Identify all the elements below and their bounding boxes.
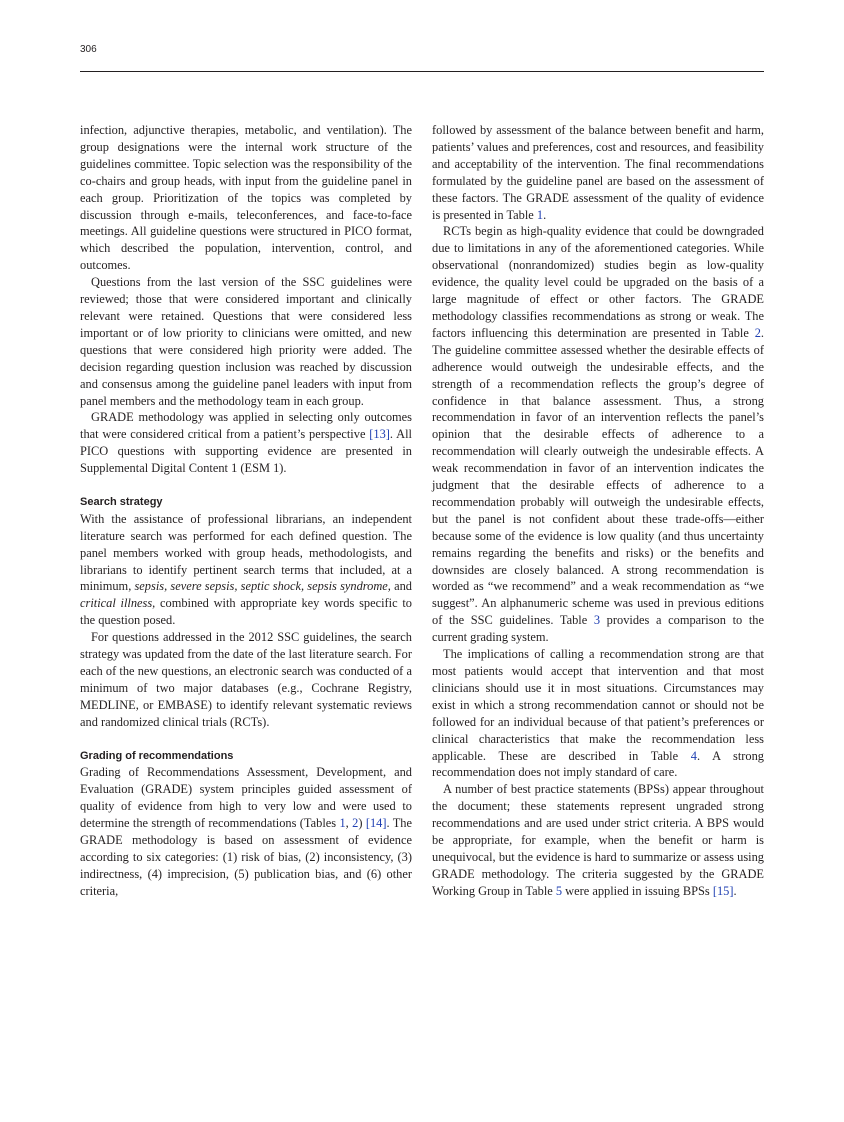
- text-segment: and: [390, 579, 412, 594]
- text-segment: combined with appropriate key words specific to the question posed.: [80, 596, 412, 628]
- header-rule: [80, 71, 764, 72]
- paragraph-grade-system: [80, 764, 412, 899]
- search-term-italic: critical illness,: [80, 596, 156, 611]
- right-column: [432, 122, 764, 900]
- table-link[interactable]: 2: [352, 816, 359, 831]
- text-segment: provides a comparison to the current grading system.: [432, 613, 764, 645]
- table-link[interactable]: 4: [690, 748, 697, 763]
- text-segment: .: [733, 883, 737, 898]
- table-link[interactable]: 2: [754, 325, 761, 340]
- section-heading-search-strategy: Search strategy: [80, 495, 163, 508]
- paragraph-search-terms: [80, 511, 412, 629]
- text-segment: .: [543, 207, 547, 222]
- paragraph-rct-quality: [432, 223, 764, 646]
- citation-link[interactable]: [14]: [365, 816, 387, 831]
- text-segment: GRADE methodology was applied in selecting only outcomes that were considered critical from a patient’s perspective: [80, 410, 412, 442]
- citation-link[interactable]: [15]: [712, 883, 734, 898]
- table-link[interactable]: 1: [339, 816, 346, 831]
- paragraph-questions-review: Questions from the last version of the SSC guidelines were reviewed; those that were considered important and clinically relevant were retained. Questions that were considered less important or of low priority to clinicians were omitted, and new questions that were considered high priority were added. The decision regarding question inclusion was reached by discussion and consensus among the guideline panel leaders with input from panel members and the methodology team in each group.: [80, 275, 412, 408]
- text-segment: followed by assessment of the balance between benefit and harm, patients’ values and preferences, cost and resources, and feasibility and acceptability of the intervention. The final recommendations formulated by the guideline panel are based on the assessment of these factors. The GRADE assessment of the quality of evidence is presented in Table: [432, 123, 764, 222]
- search-terms-italic: sepsis, severe sepsis, septic shock, sepsis syndrome,: [134, 579, 391, 594]
- text-segment: . A strong recommendation does not imply standard of care.: [432, 748, 764, 780]
- text-segment: Grading of Recommendations Assessment, Development, and Evaluation (GRADE) system principles guided assessment of quality of evidence from high to very low and were used to determine the strength of recommendations (Tables: [80, 765, 412, 831]
- paragraph-best-practice: [432, 781, 764, 899]
- paragraph-search-update: For questions addressed in the 2012 SSC guidelines, the search strategy was updated from the date of the last literature search. For each of the new questions, an electronic search was conducted of a minimum of two major databases (e.g., Cochrane Registry, MEDLINE, or EMBASE) to identify relevant systematic reviews and randomized clinical trials (RCTs).: [80, 630, 412, 729]
- text-segment: With the assistance of professional librarians, an independent literature search was performed for each defined question. The panel members worked with group heads, methodologists, and librarians to identify pertinent search terms that included, at a minimum,: [80, 511, 412, 594]
- text-segment: . All PICO questions with supporting evidence are presented in Supplemental Digital Content 1 (ESM 1).: [80, 427, 412, 476]
- text-segment: ): [358, 816, 366, 831]
- table-link[interactable]: 5: [555, 883, 563, 898]
- text-segment: . The guideline committee assessed whether the desirable effects of adherence would outweigh the undesirable effects, and the strength of a recommendation reflects the group’s degree of confidence in that balance assessment. Thus, a strong recommendation in favor of an intervention reflects the panel’s opinion that the desirable effects of adherence to a recommendation will clearly outweigh the undesirable effects. A weak recommendation in favor of an intervention indicates the judgment that the desirable effects of adherence to a recommendation probably will outweigh the undesirable effects, but the panel is not confident about these trade-offs—either because some of the evidence is low quality (and thus uncertainty remains regarding the benefits and risks) or the benefits and downsides are closely balanced. A strong recommendation is worded as “we recommend” and a weak recommendation as “we suggest”. An alphanumeric scheme was used in previous editions of the SSC guidelines. Table: [432, 325, 764, 628]
- text-segment: were applied in issuing BPSs: [562, 883, 713, 898]
- page-number: 306: [80, 44, 97, 55]
- text-segment: . The GRADE methodology is based on assessment of evidence according to six categories: (1) risk of bias, (2) inconsistency, (3) indirectness, (4) imprecision, (5) publication bias, and (6) other criteria,: [80, 816, 412, 898]
- table-link[interactable]: 3: [593, 613, 601, 628]
- paragraph-balance-assessment: [432, 122, 764, 223]
- citation-link[interactable]: [13]: [369, 427, 390, 442]
- text-segment: RCTs begin as high-quality evidence that could be downgraded due to limitations in any of the aforementioned categories. While observational (nonrandomized) studies begin as low-quality evidence, the quality level could be upgraded on the basis of a large magnitude of effect or other factors. The GRADE methodology classifies recommendations as strong or weak. The factors influencing this determination are presented in Table: [432, 224, 764, 340]
- section-heading-grading: Grading of recommendations: [80, 749, 234, 762]
- text-segment: A number of best practice statements (BPSs) appear throughout the document; these statements represent ungraded strong recommendations and are used under strict criteria. A BPS would be appropriate, for example, when the benefit or harm is unequivocal, but the evidence is hard to summarize or assess using GRADE methodology. The criteria suggested by the GRADE Working Group in Table: [432, 782, 764, 898]
- table-link[interactable]: 1: [536, 207, 544, 222]
- text-segment: The implications of calling a recommendation strong are that most patients would accept that intervention and that most clinicians should use it in most situations. Circumstances may exist in which a strong recommendation cannot or should not be followed for an individual because of that patient’s preferences or clinical characteristics that make the recommendation less applicable. These are described in Table: [432, 647, 764, 763]
- text-segment: ,: [345, 816, 353, 831]
- paragraph-group-structure: infection, adjunctive therapies, metabolic, and ventilation). The group designations were the internal work structure of the guidelines committee. Topic selection was the responsibility of the co-chairs and group heads, with input from the guideline panel in each group. Prioritization of the topics was completed by discussion through e-mails, teleconferences, and face-to-face meetings. All guideline questions were structured in PICO format, which described the population, intervention, control, and outcomes.: [80, 123, 412, 273]
- paragraph-grade-outcomes: [80, 409, 412, 477]
- paragraph-strong-implications: [432, 646, 764, 781]
- left-column: [80, 122, 412, 900]
